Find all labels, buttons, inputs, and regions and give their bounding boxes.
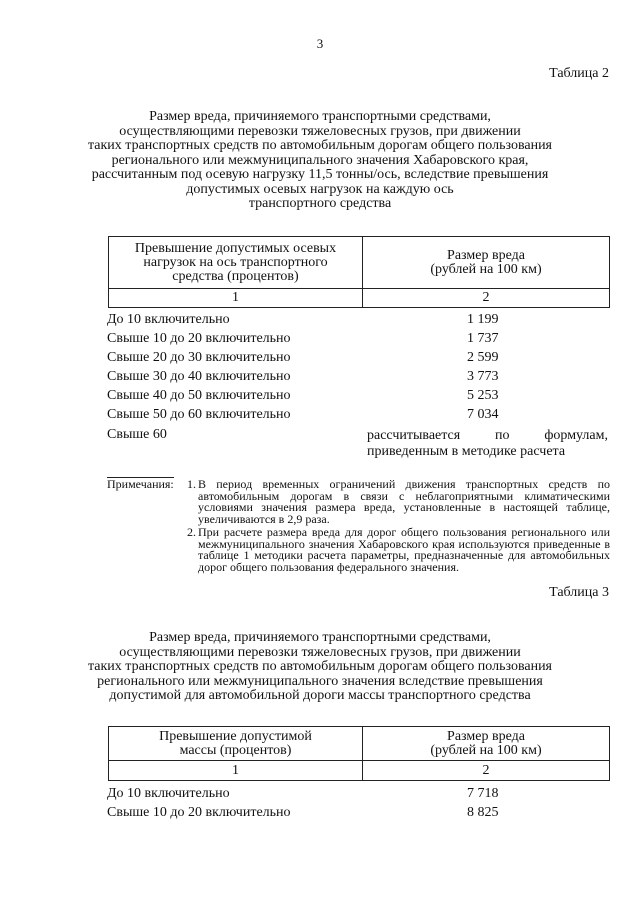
table2-heading-line: рассчитанным под осевую нагрузку 11,5 тонны/ось, вследствие превышения [91,167,549,182]
table2-label: Таблица 2 [549,66,609,81]
table3-col2-header [363,727,610,761]
table3-heading-line: регионального или межмуниципального значения вследствие превышения [97,673,543,689]
table3-row-value: 7 718 [467,786,499,801]
table2-row-value: 5 253 [467,388,499,403]
table2-col1-header [109,237,363,289]
table2-row-label: До 10 включительно [107,312,230,327]
table2-row-value: 1 199 [467,312,499,327]
table2-row-label: Свыше 10 до 20 включительно [107,331,291,346]
table2-heading-line: Размер вреда, причиняемого транспортными средствами, [149,109,491,124]
table2-heading-line: таких транспортных средств по автомобильным дорогам общего пользования [87,138,553,153]
table3-col2-number: 2 [363,761,610,781]
table3-label: Таблица 3 [549,585,609,600]
table3-row-label: Свыше 10 до 20 включительно [107,805,291,820]
table2-row-label: Свыше 60 [107,427,167,442]
table3-heading-line: осуществляющими перевозки тяжеловесных грузов, при движении [119,644,521,660]
page-number: 3 [316,36,324,51]
table2-row-label: Свыше 30 до 40 включительно [107,369,291,384]
table3-heading-line: допустимой для автомобильной дороги массы транспортного средства [109,688,531,703]
header-line: Превышение допустимых осевых [134,240,337,256]
table2-col1-number: 1 [109,289,363,308]
table2-col2-number: 2 [363,289,610,308]
table2-row-value: 7 034 [467,407,499,422]
header-line: Превышение допустимой [159,728,312,744]
table2-heading-line: допустимых осевых нагрузок на каждую ось [186,181,454,197]
note-number: 1. [187,477,196,491]
table3-heading [60,631,580,704]
header-line: массы (процентов) [179,742,292,758]
table2-row-value: 2 599 [467,350,499,365]
note-text: В период временных ограничений движения транспортных средств по автомобильным дорогам в связи с неблагоприятными климатическими условиями значения размера вреда, установленные в настоящей таблице, увеличиваются в 2,9 раза. [198,477,610,526]
table2-heading-line: осуществляющими перевозки тяжеловесных грузов, при движении [119,123,521,139]
table2-row-label: Свыше 20 до 30 включительно [107,350,291,365]
header-line: нагрузок на ось транспортного [143,254,328,270]
table2-row-label: Свыше 40 до 50 включительно [107,388,291,403]
notes-label: Примечания: [107,477,174,491]
table3-heading-line: таких транспортных средств по автомобильным дорогам общего пользования [87,659,553,674]
note-text: При расчете размера вреда для дорог общего пользования регионального или межмуниципального значения Хабаровского края используются приведенные в таблице 1 методики расчета параметры, предназначенные для автомобильных дорог общего пользования федерального значения. [198,525,610,574]
note-item [187,527,610,573]
table2-row-value: 3 773 [467,369,499,384]
table2-heading-line: регионального или межмуниципального значения Хабаровского края, [111,152,529,168]
header-line: средства (процентов) [172,268,299,284]
header-line: (рублей на 100 км) [430,742,542,758]
table2-row-value: 1 737 [467,331,499,346]
table2-row-label: Свыше 50 до 60 включительно [107,407,291,422]
table3-header [108,726,610,781]
table3-col1-number: 1 [109,761,363,781]
table3-heading-line: Размер вреда, причиняемого транспортными средствами, [149,630,491,645]
header-line: (рублей на 100 км) [430,261,542,277]
note-item [187,479,610,525]
table2-row-value-formula: рассчитывается по формулам, приведенным в методике расчета [367,428,608,459]
table2-header [108,236,610,308]
header-line: Размер вреда [447,247,525,263]
table2-heading [60,110,580,212]
table3-row-label: До 10 включительно [107,786,230,801]
header-line: Размер вреда [447,728,525,744]
table2-notes [107,479,610,573]
table3-row-value: 8 825 [467,805,499,820]
table2-col2-header [363,237,610,289]
table3-col1-header [109,727,363,761]
note-number: 2. [187,525,196,539]
table2-heading-line: транспортного средства [248,196,392,211]
